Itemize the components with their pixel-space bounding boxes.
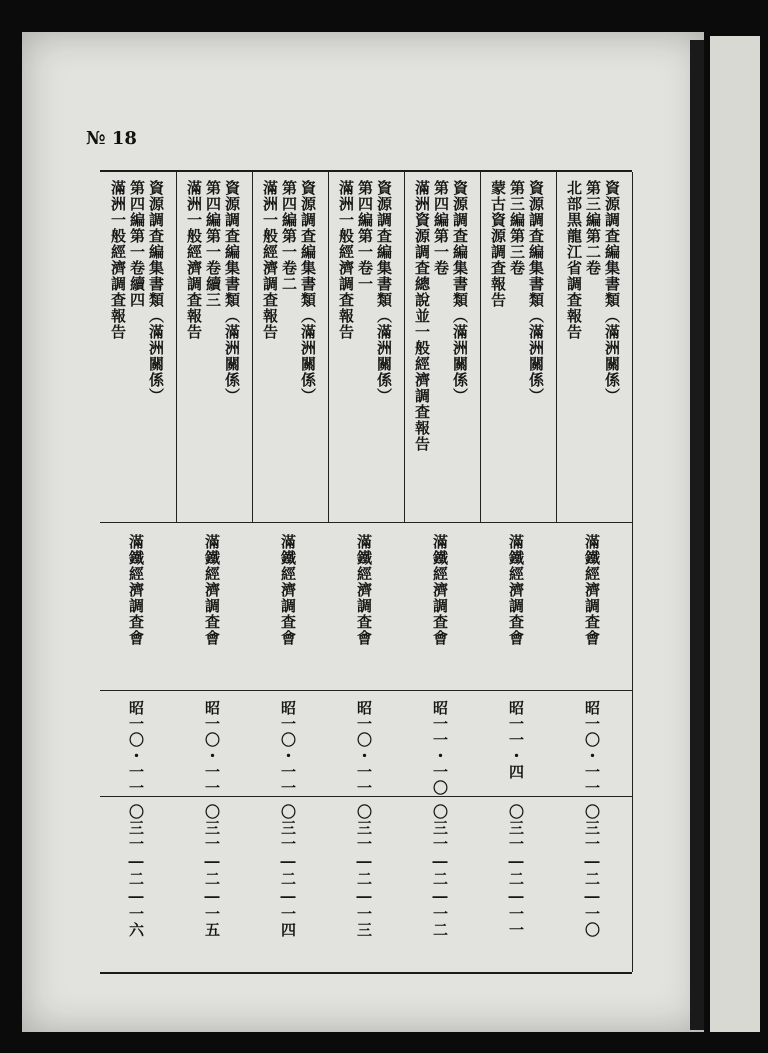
entry-date: 昭一〇・一一 [203, 700, 221, 796]
entry-number: 〇三一―二―一四 [279, 804, 297, 938]
title-line: 第四編第一卷 [432, 180, 450, 276]
title-line: 滿洲一般經濟調査報告 [261, 180, 279, 340]
entry-number: 〇三一―二―一一 [507, 804, 525, 938]
title-line: 滿洲一般經濟調査報告 [185, 180, 203, 340]
catalog-entry [404, 172, 480, 972]
title-line: 第四編第一卷一 [356, 180, 374, 292]
title-line: 資源調査編集書類（滿洲關係） [375, 180, 393, 404]
title-line: 第三編第三卷 [508, 180, 526, 276]
entry-date: 昭一〇・一一 [127, 700, 145, 796]
title-line: 資源調査編集書類（滿洲關係） [147, 180, 165, 404]
title-line: 滿洲一般經濟調査報告 [337, 180, 355, 340]
entry-title [490, 180, 543, 516]
entry-publisher: 滿鐵經濟調査會 [507, 534, 525, 646]
entry-title [110, 180, 163, 516]
title-line: 北部黒龍江省調査報告 [565, 180, 583, 340]
entry-title [566, 180, 619, 516]
title-line: 第四編第一卷續三 [204, 180, 222, 308]
entry-title [186, 180, 239, 516]
entry-date: 昭一一・四 [507, 700, 525, 780]
entry-publisher: 滿鐵經濟調査會 [127, 534, 145, 646]
catalog-entry [252, 172, 328, 972]
catalog-entry [328, 172, 404, 972]
entry-title [338, 180, 391, 516]
title-line: 資源調査編集書類（滿洲關係） [527, 180, 545, 404]
catalog-entry [556, 172, 632, 972]
title-line: 第三編第二卷 [584, 180, 602, 276]
entry-date: 昭一一・一〇 [431, 700, 449, 796]
entry-date: 昭一〇・一一 [583, 700, 601, 796]
title-line: 滿洲資源調査總說並一般經濟調査報告 [413, 180, 431, 452]
title-line: 第四編第一卷續四 [128, 180, 146, 308]
entry-publisher: 滿鐵經濟調査會 [279, 534, 297, 646]
entry-publisher: 滿鐵經濟調査會 [431, 534, 449, 646]
entry-date: 昭一〇・一一 [355, 700, 373, 796]
catalog-table [100, 170, 632, 974]
entry-number: 〇三一―二―一二 [431, 804, 449, 938]
entry-number: 〇三一―二―一〇 [583, 804, 601, 938]
title-line: 滿洲一般經濟調査報告 [109, 180, 127, 340]
title-line: 蒙古資源調査報告 [489, 180, 507, 308]
title-line: 資源調査編集書類（滿洲關係） [299, 180, 317, 404]
title-line: 第四編第一卷二 [280, 180, 298, 292]
entry-number: 〇三一―二―一六 [127, 804, 145, 938]
book-spine [690, 40, 704, 1030]
entry-date: 昭一〇・一一 [279, 700, 297, 796]
title-line: 資源調査編集書類（滿洲關係） [223, 180, 241, 404]
entry-publisher: 滿鐵經濟調査會 [203, 534, 221, 646]
page-number: № 18 [86, 128, 137, 149]
entry-publisher: 滿鐵經濟調査會 [355, 534, 373, 646]
catalog-entry [176, 172, 252, 972]
table-right-border [632, 172, 633, 972]
catalog-entry [480, 172, 556, 972]
catalog-entry [100, 172, 176, 972]
entry-title [262, 180, 315, 516]
entry-publisher: 滿鐵經濟調査會 [583, 534, 601, 646]
entry-number: 〇三一―二―一三 [355, 804, 373, 938]
title-line: 資源調査編集書類（滿洲關係） [451, 180, 469, 404]
adjacent-page-edge [710, 36, 760, 1032]
entry-title [414, 180, 467, 516]
entry-number: 〇三一―二―一五 [203, 804, 221, 938]
title-line: 資源調査編集書類（滿洲關係） [603, 180, 621, 404]
